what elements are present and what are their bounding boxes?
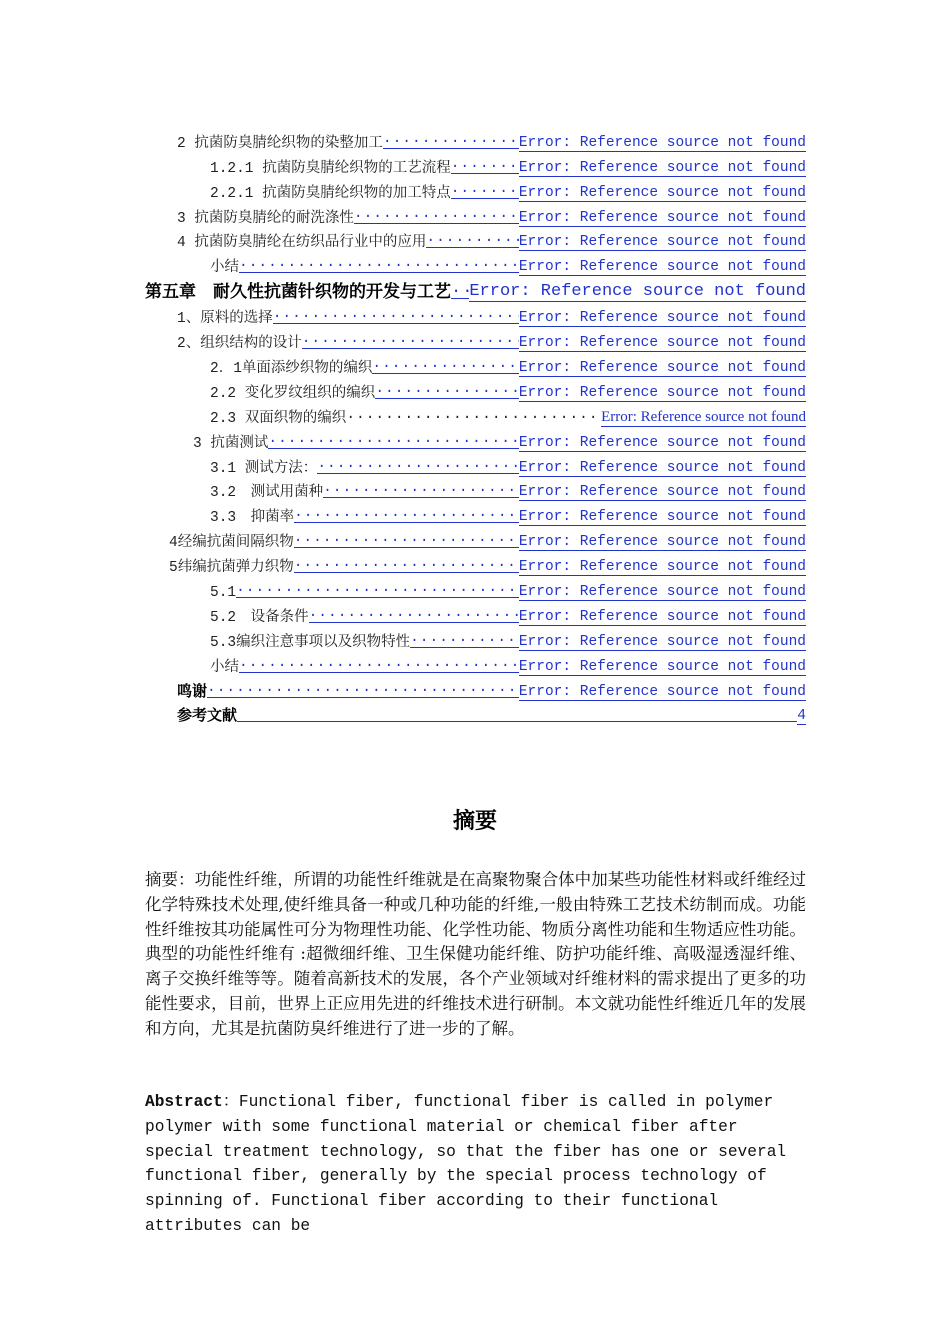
toc-dot-leader: [410, 631, 519, 648]
toc-page-reference[interactable]: Error: Reference source not found: [518, 608, 806, 625]
toc-dot-leader: [451, 182, 519, 199]
toc-entry-title: 1、原料的选择: [177, 311, 273, 328]
toc-dot-leader: [426, 231, 518, 248]
toc-entry[interactable]: [145, 327, 806, 352]
toc-entry-title: 2.2.1 抗菌防臭腈纶织物的加工特点: [210, 185, 451, 202]
toc-entry-title: 3 抗菌防臭腈纶的耐洗涤性: [177, 210, 354, 227]
toc-page-reference[interactable]: Error: Reference source not found: [518, 683, 806, 700]
toc-page-reference[interactable]: Error: Reference source not found: [518, 484, 806, 501]
toc-entry-title: 参考文献: [177, 706, 238, 725]
toc-entry-title: 3 抗菌测试: [193, 435, 269, 452]
toc-dot-leader: [207, 681, 519, 698]
toc-entry-title: 5纬编抗菌弹力织物: [169, 560, 294, 577]
abstract-heading: 摘要: [452, 809, 497, 834]
toc-entry-title: 2 抗菌防臭腈纶织物的染整加工: [177, 135, 383, 152]
toc-dot-leader: [268, 432, 518, 449]
toc-entry[interactable]: [145, 452, 806, 477]
toc-page-reference[interactable]: Error: Reference source not found: [518, 434, 806, 451]
toc-page-reference[interactable]: Error: Reference source not found: [518, 234, 806, 251]
toc-dot-leader: [273, 307, 519, 324]
toc-entry-title: 5.1: [210, 585, 237, 602]
toc-page-reference[interactable]: Error: Reference source not found: [518, 509, 806, 526]
toc-entry[interactable]: [145, 551, 806, 576]
toc-page-reference[interactable]: Error: Reference source not found: [518, 360, 806, 377]
toc-entry[interactable]: [145, 477, 806, 502]
toc-entry-title: 4经编抗菌间隔织物: [169, 535, 294, 552]
toc-entry[interactable]: [145, 377, 806, 402]
toc-entry-title: 2.2 变化罗纹组织的编织: [210, 385, 376, 402]
toc-entry[interactable]: [145, 352, 806, 377]
toc-page-reference[interactable]: Error: Reference source not found: [518, 159, 806, 176]
toc-entry-title: 5.2 设备条件: [210, 609, 309, 626]
toc-entry[interactable]: [145, 402, 806, 427]
toc-dot-leader: [239, 656, 519, 673]
toc-page-reference[interactable]: Error: Reference source not found: [518, 259, 806, 276]
toc-dot-leader: [323, 481, 519, 498]
toc-dot-leader: [354, 207, 519, 224]
toc-dot-leader: [237, 705, 797, 722]
toc-page-reference[interactable]: Error: Reference source not found: [518, 459, 806, 476]
table-of-contents: [145, 127, 806, 725]
toc-entry-title: 第五章 耐久性抗菌针织物的开发与工艺: [145, 282, 451, 303]
toc-page-reference[interactable]: Error: Reference source not found: [518, 534, 806, 551]
toc-page-reference[interactable]: Error: Reference source not found: [518, 134, 806, 151]
toc-dot-leader: [294, 556, 519, 573]
toc-entry-title: 4 抗菌防臭腈纶在纺织品行业中的应用: [177, 235, 427, 252]
toc-entry-title: 2．1单面添纱织物的编织: [210, 361, 373, 378]
toc-entry[interactable]: [145, 302, 806, 327]
toc-dot-leader: [236, 581, 519, 598]
toc-page-reference[interactable]: Error: Reference source not found: [518, 633, 806, 650]
toc-page-reference[interactable]: Error: Reference source not found: [518, 384, 806, 401]
toc-entry-title: 小结: [210, 260, 239, 277]
toc-entry[interactable]: [145, 676, 806, 701]
toc-entry-title: 2.3 双面织物的编织: [210, 410, 347, 427]
toc-dot-leader: [239, 256, 519, 273]
toc-page-reference[interactable]: Error: Reference source not found: [518, 335, 806, 352]
toc-dot-leader: [451, 282, 469, 299]
toc-dot-leader: [372, 357, 518, 374]
toc-dot-leader: [375, 382, 519, 399]
toc-entry[interactable]: [145, 127, 806, 152]
toc-entry-title: 3.1 测试方法：: [210, 460, 318, 477]
toc-entry-title: 5.3编织注意事项以及织物特性: [210, 634, 411, 651]
toc-entry[interactable]: [145, 177, 806, 202]
toc-entry-title: 2、组织结构的设计: [177, 336, 302, 353]
toc-entry[interactable]: [145, 576, 806, 601]
toc-entry-title: 3.2 测试用菌种: [210, 485, 324, 502]
toc-entry[interactable]: [145, 251, 806, 276]
toc-page-reference[interactable]: Error: Reference source not found: [518, 658, 806, 675]
toc-entry[interactable]: [145, 202, 806, 227]
toc-entry[interactable]: [145, 227, 806, 252]
toc-page-reference[interactable]: 4: [797, 708, 806, 725]
toc-page-reference[interactable]: Error: Reference source not found: [518, 184, 806, 201]
english-abstract: [145, 1090, 806, 1239]
toc-dot-leader: [294, 531, 519, 548]
abstract-label: Abstract: [145, 1093, 223, 1111]
english-abstract-text: ：Functional fiber, functional fiber is called in polymer polymer with some functional material or chemical fiber after special treatment technology, so that the fiber has one or several functional fiber, generally by the special process technology of spinning of. Functional fiber according to their functional attributes can be: [145, 1093, 787, 1235]
toc-dot-leader: [346, 408, 601, 424]
toc-entry[interactable]: [145, 427, 806, 452]
toc-entry[interactable]: [145, 601, 806, 626]
toc-page-reference[interactable]: Error: Reference source not found: [469, 282, 806, 302]
toc-page-reference[interactable]: Error: Reference source not found: [518, 209, 806, 226]
toc-entry[interactable]: [145, 651, 806, 676]
toc-dot-leader: [317, 457, 519, 474]
toc-page-reference[interactable]: Error: Reference source not found: [518, 584, 806, 601]
toc-page-reference[interactable]: Error: Reference source not found: [518, 310, 806, 327]
chinese-abstract: 摘要：功能性纤维，所谓的功能性纤维就是在高聚物聚合体中加某些功能性材料或纤维经过化学特殊技术处理,使纤维具备一种或几种功能的纤维,一般由特殊工艺技术纺制而成。功能性纤维按其功能属性可分为物理性功能、化学性功能、物质分离性功能和生物适应性功能。典型的功能性纤维有 :超微细纤维、卫生保健功能纤维、防护功能纤维、高吸湿透湿纤维、离子交换纤维等等。随着高新技术的发展，各个产业领域对纤维材料的需求提出了更多的功能性要求，目前，世界上正应用先进的纤维技术进行研制。本文就功能性纤维近几年的发展和方向，尤其是抗菌防臭纤维进行了进一步的了解。: [145, 870, 806, 1038]
toc-entry-title: 3.3 抑菌率: [210, 510, 295, 527]
toc-entry[interactable]: [145, 701, 806, 726]
toc-entry-title: 小结: [210, 659, 239, 676]
toc-page-reference[interactable]: Error: Reference source not found: [601, 408, 806, 425]
toc-entry[interactable]: [145, 626, 806, 651]
toc-dot-leader: [294, 506, 519, 523]
toc-entry[interactable]: [145, 501, 806, 526]
toc-dot-leader: [451, 157, 519, 174]
toc-entry-title: 鸣谢: [177, 681, 208, 700]
toc-dot-leader: [383, 132, 519, 149]
toc-dot-leader: [309, 606, 519, 623]
toc-entry-title: 1.2.1 抗菌防臭腈纶织物的工艺流程: [210, 160, 451, 177]
toc-page-reference[interactable]: Error: Reference source not found: [518, 559, 806, 576]
toc-entry[interactable]: [145, 152, 806, 177]
toc-dot-leader: [302, 332, 519, 349]
toc-entry[interactable]: [145, 276, 806, 302]
toc-entry[interactable]: [145, 526, 806, 551]
